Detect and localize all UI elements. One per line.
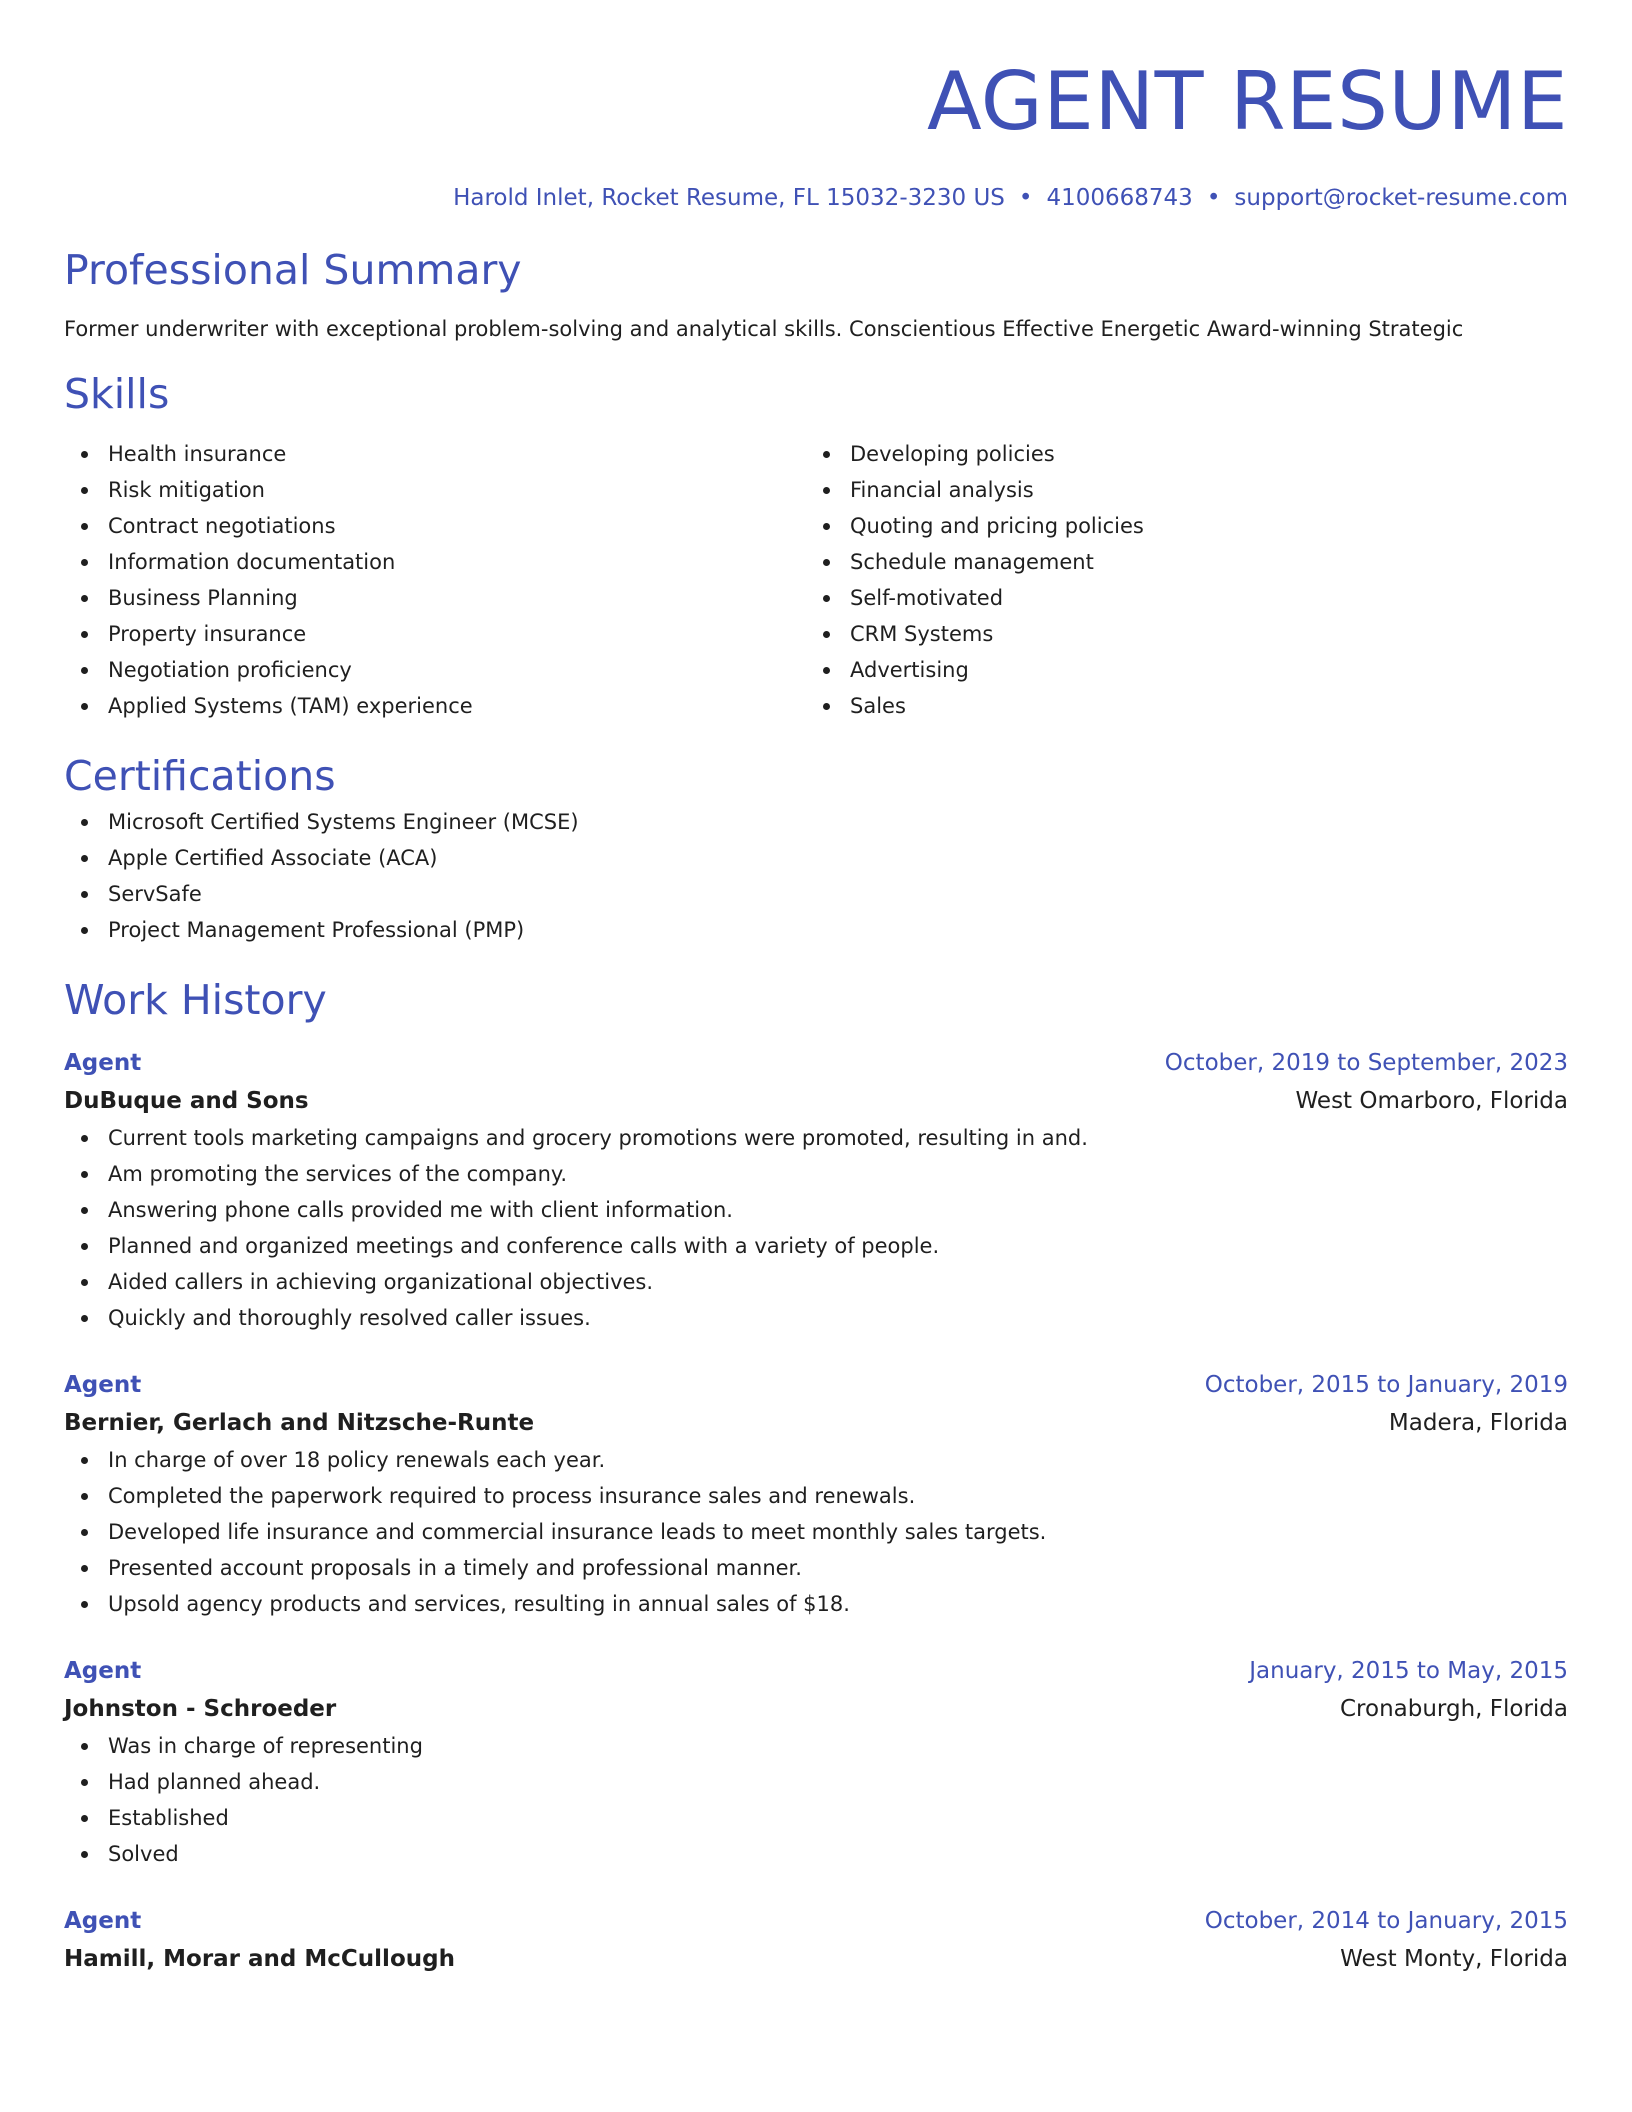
job-title: Agent <box>64 1658 142 1684</box>
resume-title: AGENT RESUME <box>926 55 1568 148</box>
contact-phone: 4100668743 <box>1046 185 1193 211</box>
skills-column-left <box>64 436 806 724</box>
job-bullet-list <box>64 1442 1568 1622</box>
job-company-row <box>64 1404 1568 1442</box>
list-item: Established <box>64 1800 1568 1836</box>
job-company: Bernier, Gerlach and Nitzsche-Runte <box>64 1410 535 1436</box>
skills-list-right <box>806 436 1548 724</box>
list-item: In charge of over 18 policy renewals each year. <box>64 1442 1568 1478</box>
contact-address: Harold Inlet, Rocket Resume, FL 15032-3230 US <box>453 185 1005 211</box>
work-history-heading: Work History <box>64 976 327 1024</box>
list-item: Developing policies <box>806 436 1548 472</box>
job-title-row <box>64 1044 1568 1082</box>
list-item: Was in charge of representing <box>64 1728 1568 1764</box>
list-item: Health insurance <box>64 436 806 472</box>
certifications-list <box>64 804 1568 948</box>
list-item: Developed life insurance and commercial insurance leads to meet monthly sales targets. <box>64 1514 1568 1550</box>
job-bullet-list <box>64 1728 1568 1872</box>
skills-list-left <box>64 436 806 724</box>
list-item: Had planned ahead. <box>64 1764 1568 1800</box>
list-item: Upsold agency products and services, resulting in annual sales of $18. <box>64 1586 1568 1622</box>
list-item: ServSafe <box>64 876 1568 912</box>
job-title-row <box>64 1652 1568 1690</box>
job-company-row <box>64 1082 1568 1120</box>
job-dates: October, 2014 to January, 2015 <box>1204 1908 1568 1934</box>
contact-line <box>64 180 1568 216</box>
list-item: Information documentation <box>64 544 806 580</box>
summary-heading: Professional Summary <box>64 246 522 294</box>
job-company: Johnston - Schroeder <box>64 1696 337 1722</box>
list-item: Business Planning <box>64 580 806 616</box>
job-company: DuBuque and Sons <box>64 1088 309 1114</box>
job-dates: October, 2015 to January, 2019 <box>1204 1372 1568 1398</box>
job-company-row <box>64 1940 1568 1978</box>
contact-email: support@rocket-resume.com <box>1234 185 1568 211</box>
list-item: Apple Certified Associate (ACA) <box>64 840 1568 876</box>
list-item: Risk mitigation <box>64 472 806 508</box>
list-item: Sales <box>806 688 1548 724</box>
list-item: CRM Systems <box>806 616 1548 652</box>
job-location: Madera, Florida <box>1388 1410 1568 1436</box>
list-item: Current tools marketing campaigns and grocery promotions were promoted, resulting in and. <box>64 1120 1568 1156</box>
job-title: Agent <box>64 1050 142 1076</box>
list-item: Planned and organized meetings and conference calls with a variety of people. <box>64 1228 1568 1264</box>
list-item: Project Management Professional (PMP) <box>64 912 1568 948</box>
list-item: Property insurance <box>64 616 806 652</box>
list-item: Microsoft Certified Systems Engineer (MCSE) <box>64 804 1568 840</box>
job-location: West Monty, Florida <box>1340 1946 1568 1972</box>
job-title: Agent <box>64 1372 142 1398</box>
job-entry <box>64 1652 1568 1872</box>
job-dates: January, 2015 to May, 2015 <box>1249 1658 1568 1684</box>
list-item: Aided callers in achieving organizational objectives. <box>64 1264 1568 1300</box>
job-title-row <box>64 1366 1568 1404</box>
skills-grid <box>64 436 1568 724</box>
contact-separator: • <box>1018 185 1033 211</box>
job-entry <box>64 1044 1568 1336</box>
summary-text: Former underwriter with exceptional problem-solving and analytical skills. Conscientious Effective Energetic Award-winning Strategic <box>64 317 1464 341</box>
list-item: Self-motivated <box>806 580 1548 616</box>
list-item: Schedule management <box>806 544 1548 580</box>
job-company: Hamill, Morar and McCullough <box>64 1946 455 1972</box>
contact-separator: • <box>1206 185 1221 211</box>
list-item: Answering phone calls provided me with client information. <box>64 1192 1568 1228</box>
job-title-row <box>64 1902 1568 1940</box>
list-item: Completed the paperwork required to process insurance sales and renewals. <box>64 1478 1568 1514</box>
job-location: Cronaburgh, Florida <box>1339 1696 1568 1722</box>
list-item: Presented account proposals in a timely and professional manner. <box>64 1550 1568 1586</box>
list-item: Am promoting the services of the company. <box>64 1156 1568 1192</box>
job-company-row <box>64 1690 1568 1728</box>
list-item: Quoting and pricing policies <box>806 508 1548 544</box>
certifications-heading: Certifications <box>64 752 336 800</box>
list-item: Applied Systems (TAM) experience <box>64 688 806 724</box>
skills-column-right <box>806 436 1548 724</box>
list-item: Advertising <box>806 652 1548 688</box>
job-location: West Omarboro, Florida <box>1295 1088 1568 1114</box>
work-history-list <box>64 1044 1568 1978</box>
job-entry <box>64 1366 1568 1622</box>
job-dates: October, 2019 to September, 2023 <box>1164 1050 1568 1076</box>
list-item: Solved <box>64 1836 1568 1872</box>
job-title: Agent <box>64 1908 142 1934</box>
list-item: Negotiation proficiency <box>64 652 806 688</box>
list-item: Contract negotiations <box>64 508 806 544</box>
job-bullet-list <box>64 1120 1568 1336</box>
skills-heading: Skills <box>64 370 170 418</box>
resume-page <box>64 0 1568 1978</box>
list-item: Quickly and thoroughly resolved caller issues. <box>64 1300 1568 1336</box>
job-entry <box>64 1902 1568 1978</box>
list-item: Financial analysis <box>806 472 1548 508</box>
